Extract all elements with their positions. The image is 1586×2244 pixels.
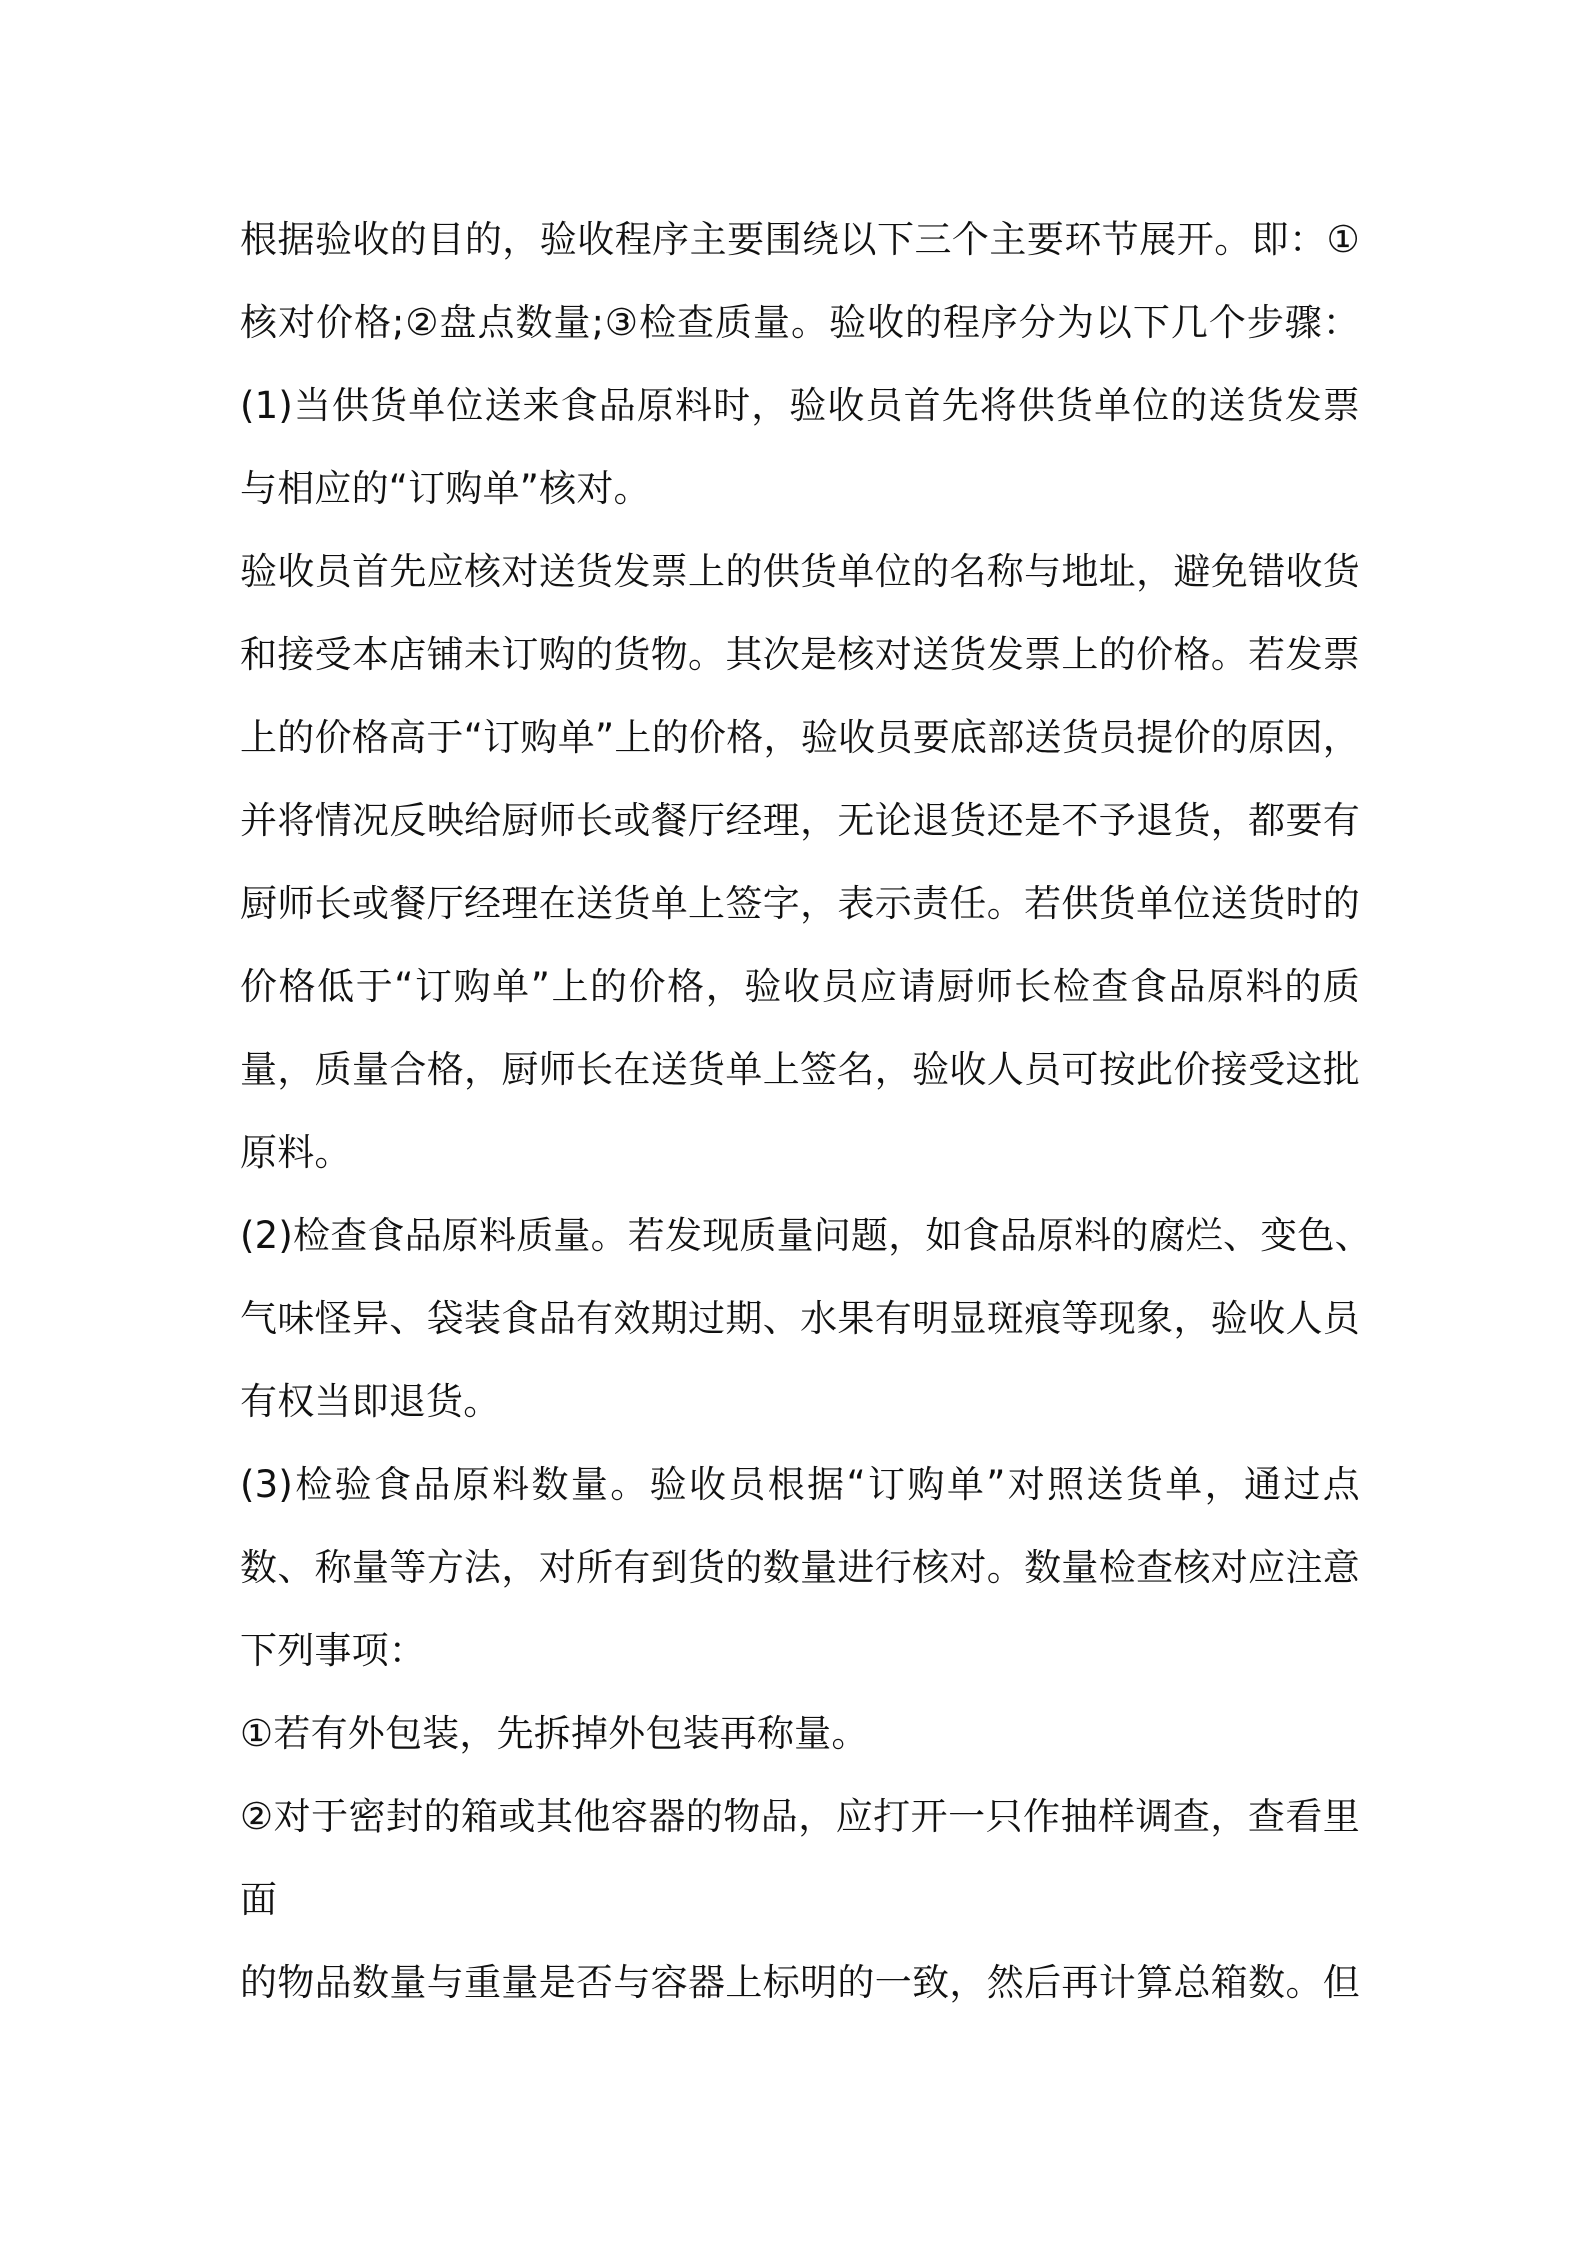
text-line-8: 并将情况反映给厨师长或餐厅经理，无论退货还是不予退货，都要有 (240, 799, 1360, 842)
text-line-10: 价格低于“订购单”上的价格，验收员应请厨师长检查食品原料的质 (240, 965, 1360, 1008)
text-line-22: 的物品数量与重量是否与容器上标明的一致，然后再计算总箱数。但 (240, 1961, 1360, 2004)
text-line-5: 验收员首先应核对送货发票上的供货单位的名称与地址，避免错收货 (240, 550, 1360, 593)
text-line-18: 下列事项： (240, 1629, 426, 1672)
text-line-19: ①若有外包装，先拆掉外包装再称量。 (240, 1712, 869, 1755)
text-line-1: 根据验收的目的，验收程序主要围绕以下三个主要环节展开。即：① (240, 218, 1360, 261)
text-line-16: (3)检验食品原料数量。验收员根据“订购单”对照送货单，通过点 (240, 1463, 1360, 1506)
document-body (240, 198, 1372, 2024)
text-line-9: 厨师长或餐厅经理在送货单上签字，表示责任。若供货单位送货时的 (240, 882, 1360, 925)
text-line-13: (2)检查食品原料质量。若发现质量问题，如食品原料的腐烂、变色、 (240, 1214, 1372, 1257)
text-line-7: 上的价格高于“订购单”上的价格，验收员要底部送货员提价的原因， (240, 716, 1360, 759)
text-line-6: 和接受本店铺未订购的货物。其次是核对送货发票上的价格。若发票 (240, 633, 1360, 676)
text-line-12: 原料。 (240, 1131, 352, 1174)
text-line-3: (1)当供货单位送来食品原料时，验收员首先将供货单位的送货发票 (240, 384, 1360, 427)
text-line-15: 有权当即退货。 (240, 1380, 501, 1423)
text-line-21: 面 (240, 1878, 278, 1921)
text-line-2: 核对价格;②盘点数量;③检查质量。验收的程序分为以下几个步骤： (240, 301, 1360, 344)
text-line-20: ②对于密封的箱或其他容器的物品，应打开一只作抽样调查，查看里 (240, 1795, 1360, 1838)
text-line-14: 气味怪异、袋装食品有效期过期、水果有明显斑痕等现象，验收人员 (240, 1297, 1360, 1340)
text-line-11: 量，质量合格，厨师长在送货单上签名，验收人员可按此价接受这批 (240, 1048, 1360, 1091)
text-line-17: 数、称量等方法，对所有到货的数量进行核对。数量检查核对应注意 (240, 1546, 1360, 1589)
text-line-4: 与相应的“订购单”核对。 (240, 467, 651, 510)
